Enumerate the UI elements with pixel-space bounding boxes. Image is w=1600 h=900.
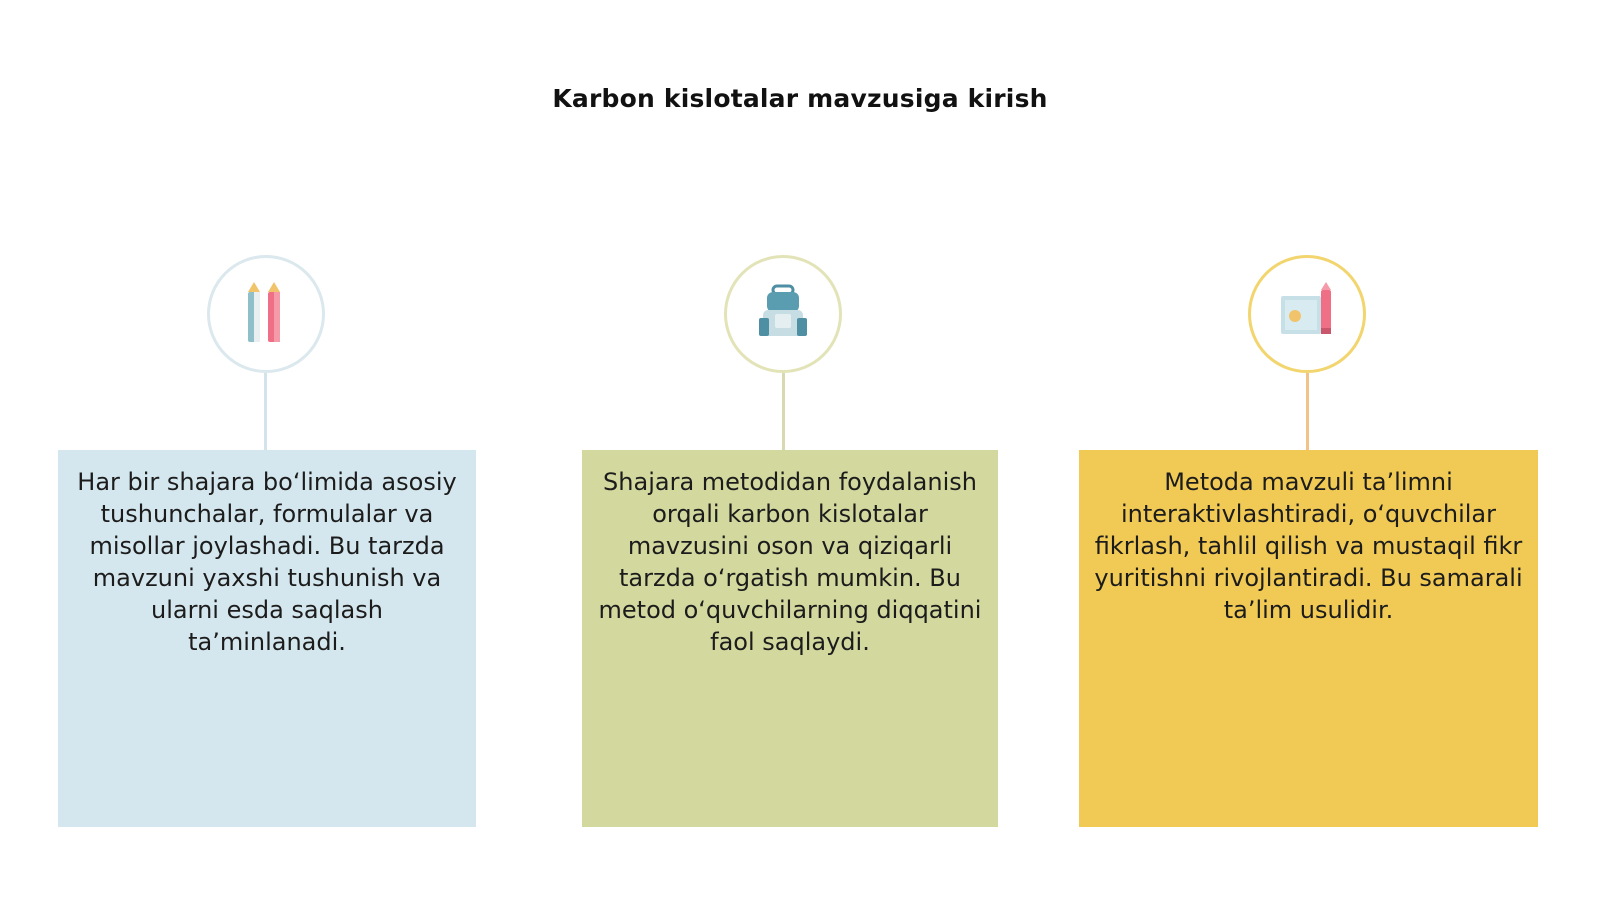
card-1: [58, 450, 476, 827]
connector-1: [264, 373, 267, 450]
icon-circle-3: [1248, 255, 1366, 373]
connector-2: [782, 373, 785, 450]
icon-circle-2: [724, 255, 842, 373]
slide-title: Karbon kislotalar mavzusiga kirish: [552, 84, 1048, 113]
backpack-icon: [751, 282, 815, 346]
card-2-text: Shajara metodidan foydalanish orqali karbon kislotalar mavzusini oson va qiziqarli tarzda o‘rgatish mumkin. Bu metod o‘quvchilarning diqqatini faol saqlaydi.: [598, 468, 982, 656]
icon-circle-1: [207, 255, 325, 373]
connector-3: [1306, 373, 1309, 450]
card-2: [582, 450, 998, 827]
pencils-icon: [236, 282, 296, 346]
drawing-board-icon: [1275, 282, 1339, 346]
card-3-text: Metoda mavzuli ta’limni interaktivlashtiradi, o‘quvchilar fikrlash, tahlil qilish va mustaqil fikr yuritishni rivojlantiradi. Bu samarali ta’lim usulidir.: [1094, 468, 1523, 624]
card-3: [1079, 450, 1538, 827]
card-1-text: Har bir shajara bo‘limida asosiy tushunchalar, formulalar va misollar joylashadi. Bu tarzda mavzuni yaxshi tushunish va ularni esda saqlash ta’minlanadi.: [77, 468, 457, 656]
